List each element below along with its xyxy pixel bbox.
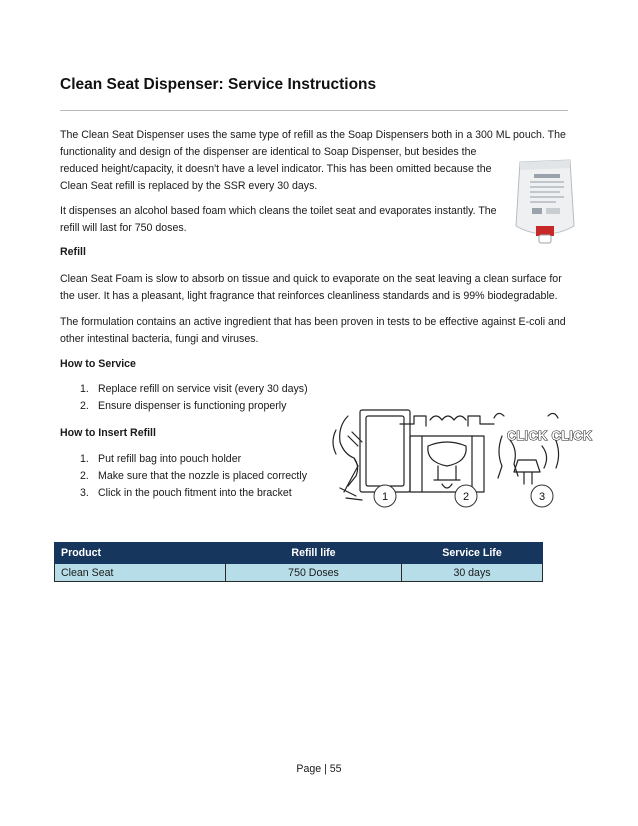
service-steps-list <box>60 381 308 415</box>
step-marker-label: 1 <box>381 491 389 503</box>
step-marker-label: 2 <box>462 491 470 503</box>
dispenses-line: It dispenses an alcohol based foam which cleans the toilet seat and evaporates instantly. The <box>60 205 497 217</box>
column-header-product: Product <box>55 543 226 564</box>
table-row <box>55 564 543 582</box>
insert-heading: How to Insert Refill <box>60 427 156 439</box>
insert-steps-list <box>60 451 307 502</box>
cell-product: Clean Seat <box>55 564 226 582</box>
dispenses-paragraph <box>60 203 497 237</box>
intro-paragraph <box>60 127 566 195</box>
step-number: 3. <box>80 487 89 499</box>
foam-line: the user. It has a pleasant, light fragrance that reinforces cleanliness standards and is 99% biodegradable. <box>60 290 558 302</box>
step-text: Click in the pouch fitment into the bracket <box>98 487 292 499</box>
step-text: Ensure dispenser is functioning properly <box>98 400 287 412</box>
step-number: 2. <box>80 400 89 412</box>
service-heading: How to Service <box>60 358 136 370</box>
refill-insertion-diagram <box>318 406 593 510</box>
list-item <box>60 381 308 398</box>
list-item <box>60 468 307 485</box>
formulation-paragraph <box>60 314 566 348</box>
formulation-line: other intestinal bacteria, fungi and viruses. <box>60 333 259 345</box>
foam-paragraph <box>60 271 562 305</box>
step-text: Put refill bag into pouch holder <box>98 453 242 465</box>
refill-heading: Refill <box>60 246 86 258</box>
list-item <box>60 398 308 415</box>
step-marker-1 <box>374 485 396 507</box>
page-number-footer: Page | 55 <box>296 763 342 775</box>
cell-service-life: 30 days <box>402 564 543 582</box>
formulation-line: The formulation contains an active ingredient that has been proven in tests to be effective against E-coli and <box>60 316 566 328</box>
insertion-step-3-illustration <box>494 413 559 484</box>
step-marker-3 <box>531 485 553 507</box>
dispenses-line: refill will last for 750 doses. <box>60 222 187 234</box>
intro-line: The Clean Seat Dispenser uses the same type of refill as the Soap Dispensers both in a 300 ML pouch. The <box>60 129 566 141</box>
title-divider <box>60 110 568 111</box>
intro-line: reduced height/capacity, it doesn't have a level indicator. This has been omitted because the <box>60 163 492 175</box>
step-number: 1. <box>80 453 89 465</box>
intro-line: Clean Seat refill is replaced by the SSR every 30 days. <box>60 180 318 192</box>
step-number: 1. <box>80 383 89 395</box>
column-header-service-life: Service Life <box>402 543 543 564</box>
insertion-step-1-illustration <box>333 410 410 500</box>
step-number: 2. <box>80 470 89 482</box>
column-header-refill-life: Refill life <box>226 543 402 564</box>
refill-pouch-image <box>512 156 578 248</box>
cell-refill-life: 750 Doses <box>226 564 402 582</box>
step-marker-2 <box>455 485 477 507</box>
intro-line: functionality and design of the dispenser are identical to Soap Dispenser, but besides the <box>60 146 477 158</box>
page-title: Clean Seat Dispenser: Service Instructions <box>60 76 377 93</box>
foam-line: Clean Seat Foam is slow to absorb on tissue and quick to evaporate on the seat leaving a clean surface for <box>60 273 562 285</box>
list-item <box>60 451 307 468</box>
step-text: Replace refill on service visit (every 30 days) <box>98 383 308 395</box>
click-click-label: CLICK CLICK <box>507 429 593 443</box>
service-table <box>54 542 543 582</box>
table-header-row <box>55 543 543 564</box>
list-item <box>60 485 307 502</box>
step-text: Make sure that the nozzle is placed correctly <box>98 470 308 482</box>
insertion-step-2-illustration <box>400 416 494 492</box>
step-marker-label: 3 <box>538 491 546 503</box>
